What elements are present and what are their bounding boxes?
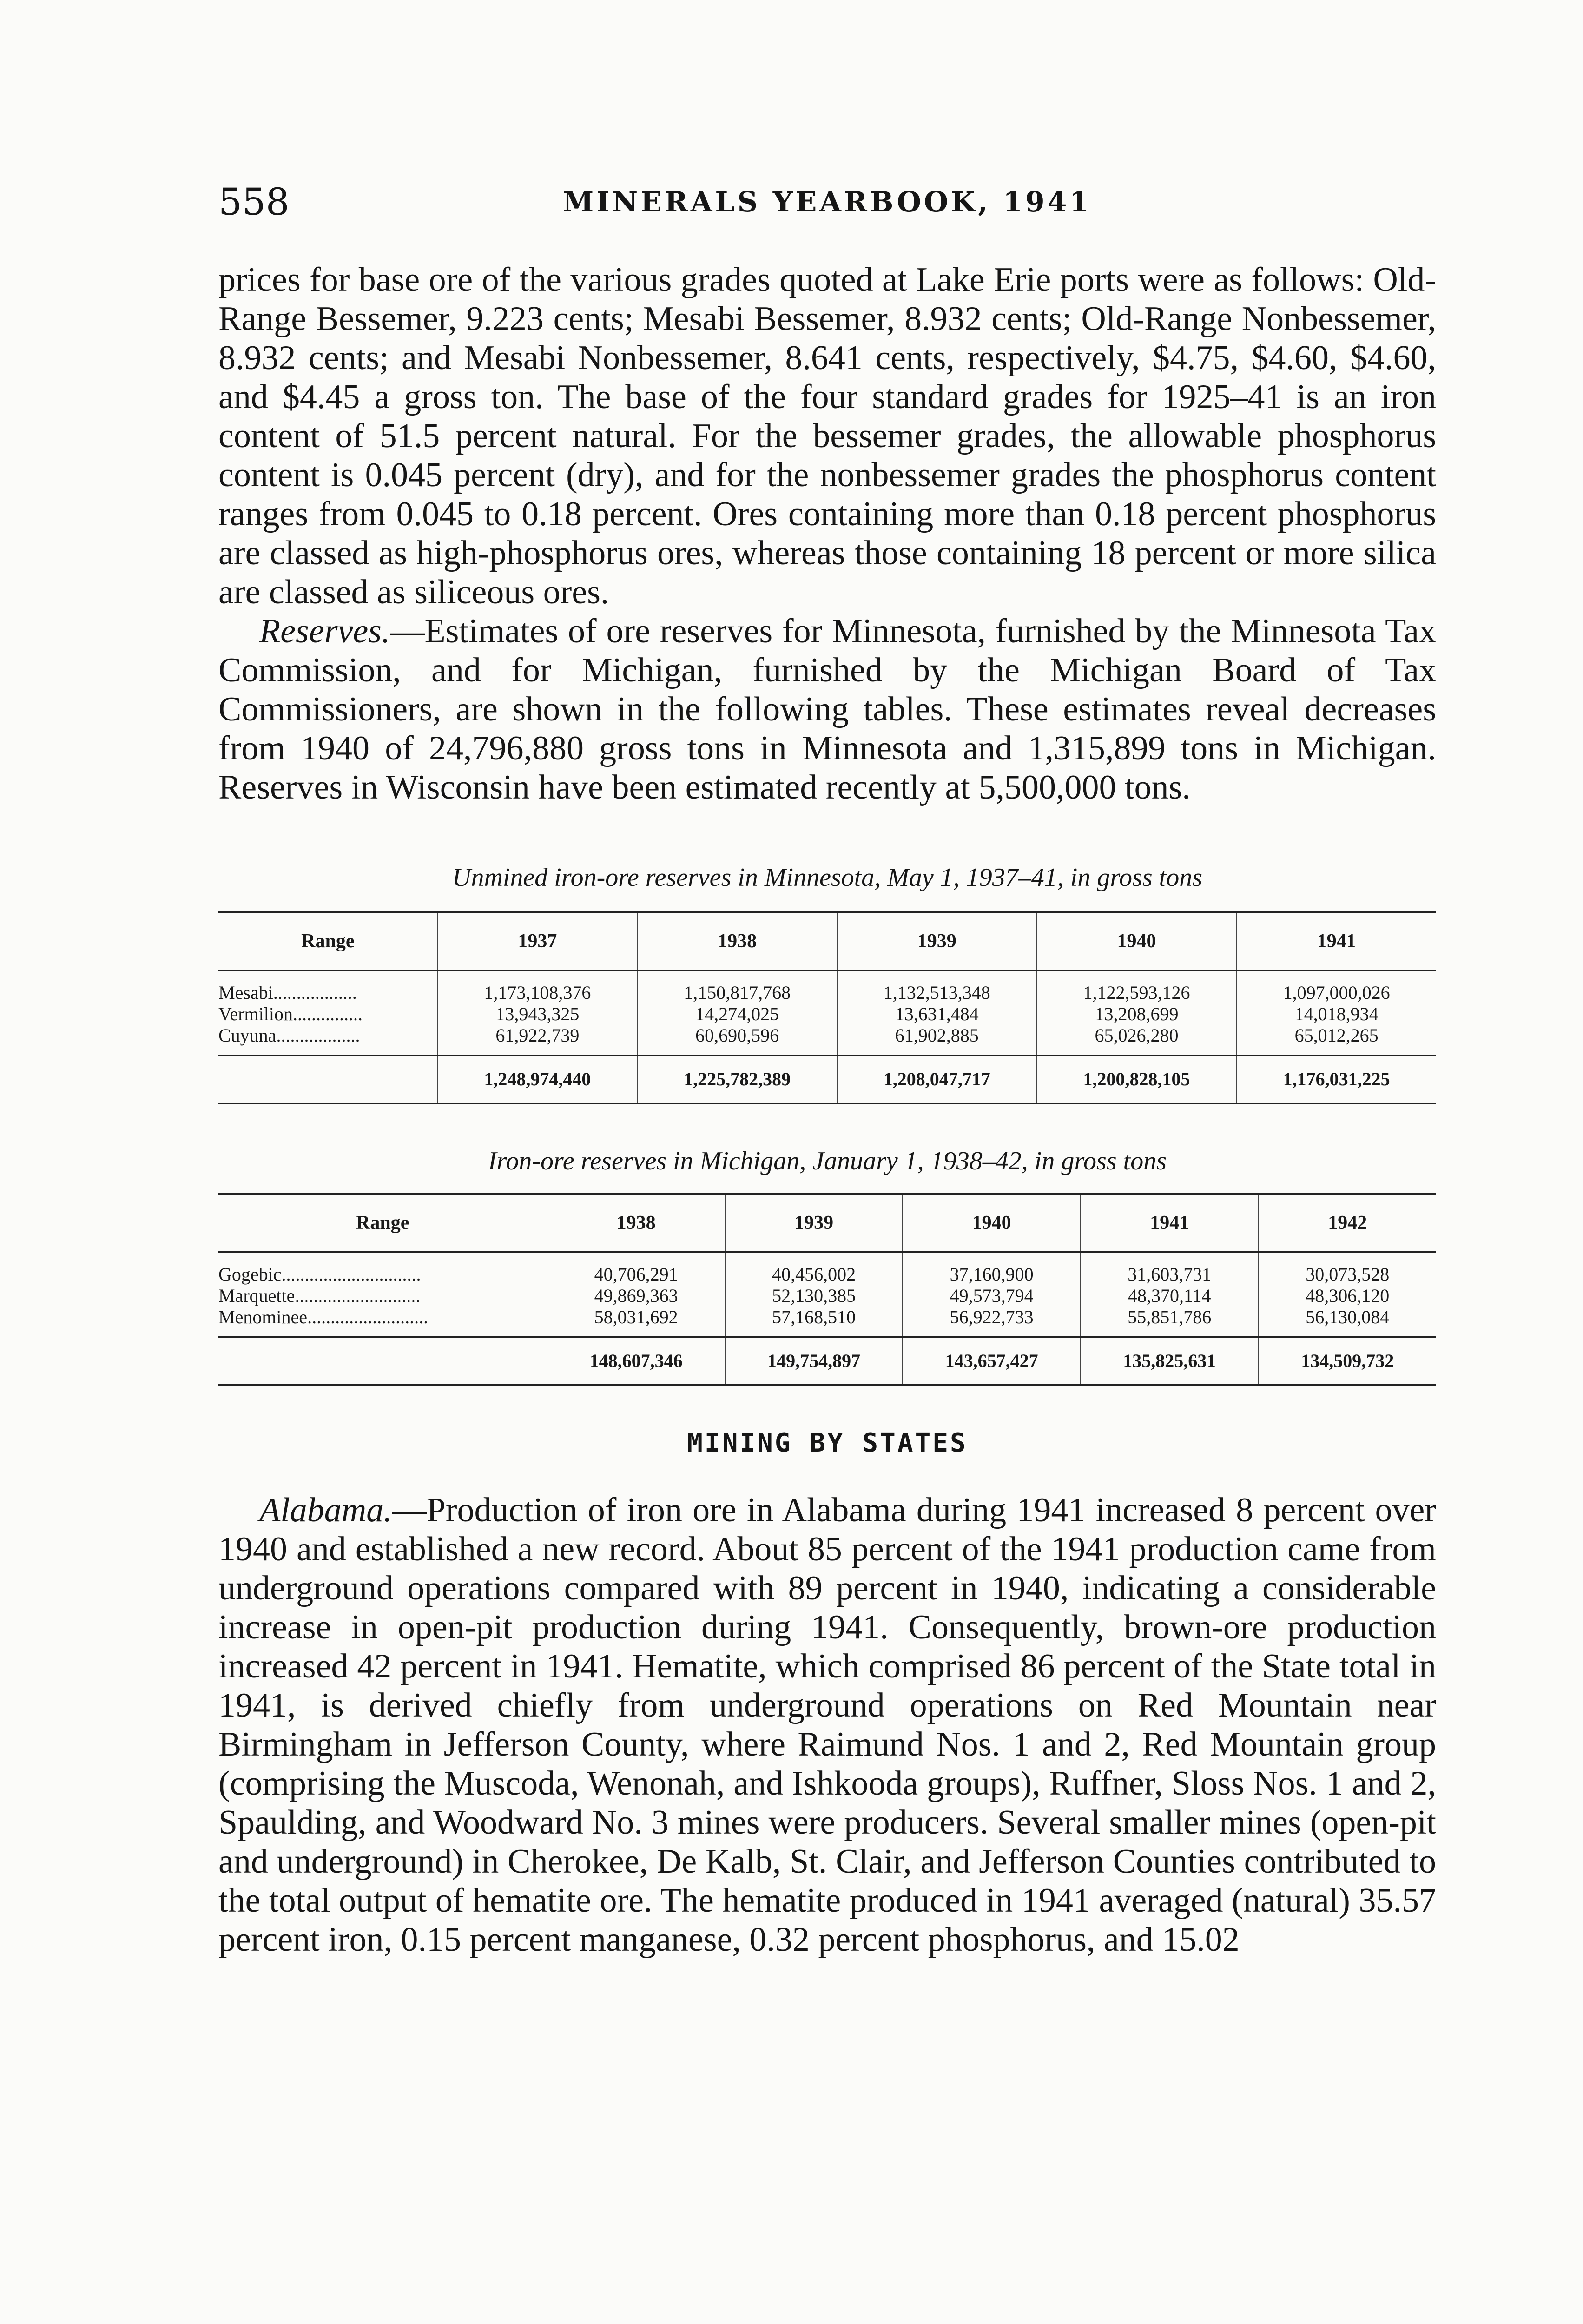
paragraph-alabama — [218, 1491, 1436, 1959]
table-cell: 48,306,120 — [1258, 1285, 1436, 1307]
table-cell: 1,173,108,376 — [438, 971, 638, 1004]
total-cell: 149,754,897 — [725, 1337, 903, 1386]
table-cell: 1,132,513,348 — [837, 971, 1037, 1004]
column-header: Range — [218, 1194, 547, 1252]
row-label: Cuyuna.................. — [218, 1025, 360, 1046]
row-label: Mesabi.................. — [218, 982, 357, 1003]
paragraph-alabama-text: —Production of iron ore in Alabama during 1941 increased 8 percent over 1940 and established a new record. About 85 percent of the 1941 production came from underground operations compared with 89 percent in 1940, indicating a considerable increase in open-pit production during 1941. Consequently, brown-ore production increased 42 percent in 1941. Hematite, which comprised 86 percent of the State total in 1941, is derived chiefly from underground operations on Red Mountain near Birmingham in Jefferson County, where Raimund Nos. 1 and 2, Red Mountain group (comprising the Muscoda, Wenonah, and Ishkooda groups), Ruffner, Sloss Nos. 1 and 2, Spaulding, and Woodward No. 3 mines were producers. Several smaller mines (open-pit and underground) in Cherokee, De Kalb, St. Clair, and Jefferson Counties contributed to the total output of hematite ore. The hematite produced in 1941 averaged (natural) 35.57 percent iron, 0.15 percent manganese, 0.32 percent phosphorus, and 15.02 — [218, 1491, 1436, 1959]
run-in-heading-reserves: Reserves. — [259, 612, 390, 650]
total-cell: 1,248,974,440 — [438, 1056, 638, 1104]
table-cell: 1,097,000,026 — [1236, 971, 1436, 1004]
column-header: 1941 — [1236, 912, 1436, 971]
table-cell: 61,902,885 — [837, 1025, 1037, 1056]
table-cell: 37,160,900 — [903, 1252, 1081, 1286]
table-minnesota-reserves — [218, 911, 1436, 1104]
table-cell: 40,706,291 — [547, 1252, 725, 1286]
column-header: 1937 — [438, 912, 638, 971]
column-header: 1940 — [1037, 912, 1237, 971]
paragraph-reserves-text: —Estimates of ore reserves for Minnesota, furnished by the Minnesota Tax Commission, and for Michigan, furnished by the Michigan Board of Tax Commissioners, are shown in the following tables. These estimates reveal decreases from 1940 of 24,796,880 gross tons in Minnesota and 1,315,899 tons in Michigan. Reserves in Wisconsin have been estimated recently at 5,500,000 tons. — [218, 612, 1436, 806]
table-cell: 57,168,510 — [725, 1307, 903, 1337]
row-label — [218, 1056, 438, 1104]
total-cell: 135,825,631 — [1081, 1337, 1259, 1386]
paragraph-prices: prices for base ore of the various grades quoted at Lake Erie ports were as follows: Old-Range Bessemer, 9.223 cents; Mesabi Bessemer, 8.932 cents; Old-Range Nonbessemer, 8.932 cents; and Mesabi Nonbessemer, 8.641 cents, respectively, $4.75, $4.60, $4.60, and $4.45 a gross ton. The base of the four standard grades for 1925–41 is an iron content of 51.5 percent natural. For the bessemer grades, the allowable phosphorus content is 0.045 percent (dry), and for the nonbessemer grades the phosphorus content ranges from 0.045 to 0.18 percent. Ores containing more than 0.18 percent phosphorus are classed as high-phosphorus ores, whereas those containing 18 percent or more silica are classed as siliceous ores. — [218, 261, 1436, 611]
column-header: Range — [218, 912, 438, 971]
row-label: Vermilion............... — [218, 1004, 363, 1024]
running-title: MINERALS YEARBOOK, 1941 — [562, 186, 1092, 218]
table-row — [218, 1252, 1436, 1286]
table-cell: 65,026,280 — [1037, 1025, 1237, 1056]
total-cell: 134,509,732 — [1258, 1337, 1436, 1386]
row-label — [218, 1337, 547, 1386]
column-header: 1940 — [903, 1194, 1081, 1252]
table-cell: 58,031,692 — [547, 1307, 725, 1337]
row-label: Menominee.......................... — [218, 1307, 429, 1327]
table-caption-minnesota: Unmined iron-ore reserves in Minnesota, May 1, 1937–41, in gross tons — [452, 863, 1202, 892]
table-cell: 13,943,325 — [438, 1004, 638, 1025]
table-cell: 61,922,739 — [438, 1025, 638, 1056]
table-cell: 31,603,731 — [1081, 1252, 1259, 1286]
table-row — [218, 1285, 1436, 1307]
table-cell: 49,869,363 — [547, 1285, 725, 1307]
table-row — [218, 1004, 1436, 1025]
total-cell: 1,176,031,225 — [1236, 1056, 1436, 1104]
total-cell: 148,607,346 — [547, 1337, 725, 1386]
table-total-row — [218, 1056, 1436, 1104]
table-cell: 14,274,025 — [637, 1004, 837, 1025]
total-cell: 1,208,047,717 — [837, 1056, 1037, 1104]
column-header: 1941 — [1081, 1194, 1259, 1252]
table-cell: 14,018,934 — [1236, 1004, 1436, 1025]
table-header-row — [218, 1194, 1436, 1252]
table-row — [218, 971, 1436, 1004]
table-cell: 65,012,265 — [1236, 1025, 1436, 1056]
table-cell: 56,130,084 — [1258, 1307, 1436, 1337]
page-number: 558 — [218, 180, 290, 224]
table-caption-michigan: Iron-ore reserves in Michigan, January 1, 1938–42, in gross tons — [488, 1147, 1167, 1175]
table-cell: 56,922,733 — [903, 1307, 1081, 1337]
table-cell: 13,631,484 — [837, 1004, 1037, 1025]
column-header: 1938 — [637, 912, 837, 971]
row-label: Gogebic.............................. — [218, 1264, 421, 1285]
table-cell: 60,690,596 — [637, 1025, 837, 1056]
paragraph-reserves — [218, 612, 1436, 807]
total-cell: 1,200,828,105 — [1037, 1056, 1237, 1104]
total-cell: 143,657,427 — [903, 1337, 1081, 1386]
table-cell: 49,573,794 — [903, 1285, 1081, 1307]
table-cell: 48,370,114 — [1081, 1285, 1259, 1307]
table-cell: 1,150,817,768 — [637, 971, 837, 1004]
table-michigan-reserves — [218, 1193, 1436, 1386]
table-row — [218, 1025, 1436, 1056]
row-label: Marquette........................... — [218, 1285, 421, 1306]
section-heading: MINING BY STATES — [687, 1428, 968, 1458]
run-in-heading-alabama: Alabama. — [259, 1491, 392, 1529]
table-cell: 40,456,002 — [725, 1252, 903, 1286]
column-header: 1939 — [837, 912, 1037, 971]
table-row — [218, 1307, 1436, 1337]
column-header: 1942 — [1258, 1194, 1436, 1252]
table-cell: 13,208,699 — [1037, 1004, 1237, 1025]
table-total-row — [218, 1337, 1436, 1386]
table-cell: 55,851,786 — [1081, 1307, 1259, 1337]
column-header: 1938 — [547, 1194, 725, 1252]
table-cell: 52,130,385 — [725, 1285, 903, 1307]
table-cell: 1,122,593,126 — [1037, 971, 1237, 1004]
total-cell: 1,225,782,389 — [637, 1056, 837, 1104]
page-header — [218, 177, 1436, 228]
page — [218, 177, 1436, 1959]
column-header: 1939 — [725, 1194, 903, 1252]
table-header-row — [218, 912, 1436, 971]
table-cell: 30,073,528 — [1258, 1252, 1436, 1286]
